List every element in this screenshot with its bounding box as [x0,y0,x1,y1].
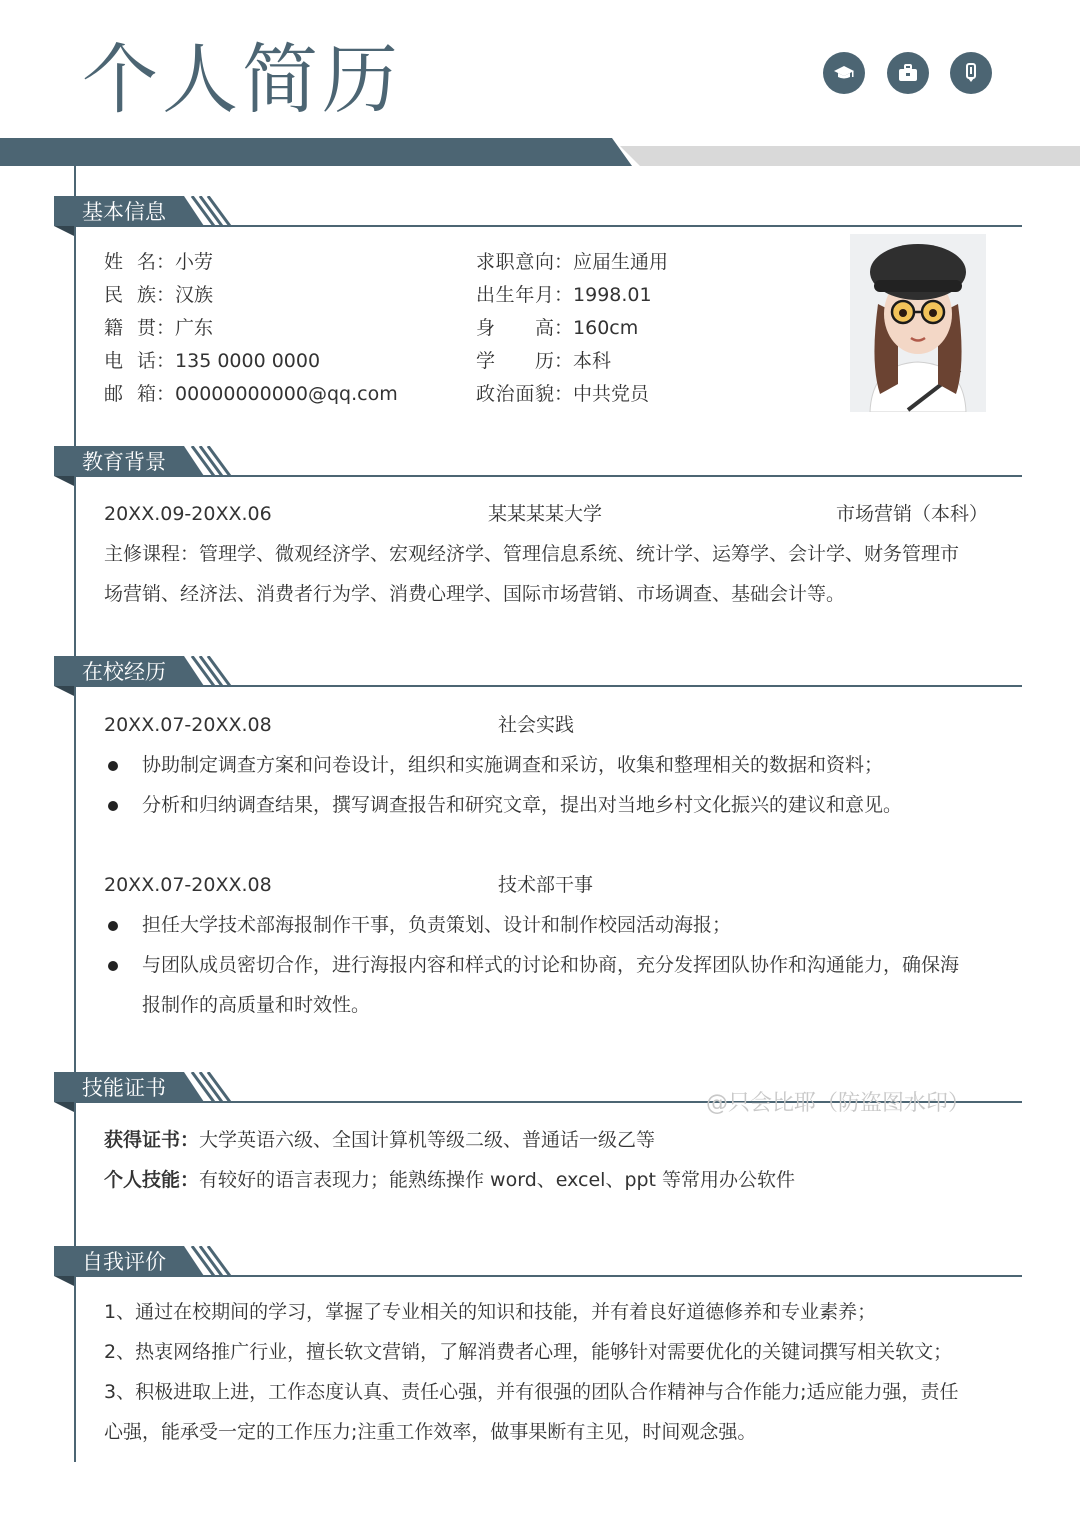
section-title-self-eval: 自我评价 [82,1250,166,1274]
info-row: 电话：135 0000 0000 [104,350,321,372]
page-title: 个人简历 [82,35,402,124]
graduation-cap-icon [823,52,865,94]
info-row: 出生年月：1998.01 [476,284,652,306]
list-item: 2、热衷网络推广行业，擅长软文营销，了解消费者心理，能够针对需要优化的关键词撰写相关软文； [104,1341,953,1363]
certificates-row: 获得证书：大学英语六级、全国计算机等级二级、普通话一级乙等 [104,1129,656,1151]
avatar [850,234,986,412]
list-item: 心强，能承受一定的工作压力;注重工作效率，做事果断有主见，时间观念强。 [104,1421,757,1443]
list-item: 3、积极进取上进，工作态度认真、责任心强，并有很强的团队合作精神与合作能力;适应能力强，责任 [104,1381,959,1403]
list-item: 协助制定调查方案和问卷设计，组织和实施调查和采访，收集和整理相关的数据和资料； [142,754,884,776]
education-school: 某某某某大学 [488,503,603,525]
info-row: 学历：本科 [476,350,612,372]
list-item: 担任大学技术部海报制作干事，负责策划、设计和制作校园活动海报； [142,914,732,936]
self-eval-text [104,1292,959,1452]
section-title-skills: 技能证书 [82,1076,166,1100]
bullet-dot [108,801,118,811]
info-row: 身高：160cm [476,317,639,339]
campus-role: 技术部干事 [498,874,594,896]
watermark: @只会比耶（防盗图水印） [706,1091,971,1116]
list-item: 与团队成员密切合作，进行海报内容和样式的讨论和协商，充分发挥团队协作和沟通能力，确保海 报制作的高质量和时效性。 [142,954,960,1016]
list-item: 1、通过在校期间的学习，掌握了专业相关的知识和技能，并有着良好道德修养和专业素养； [104,1301,877,1323]
bullet-dot [108,761,118,771]
section-divider [74,475,1022,477]
section-title-basic: 基本信息 [82,200,166,224]
education-major: 市场营销（本科） [836,503,989,525]
info-row: 邮箱：00000000000@qq.com [104,383,398,405]
campus-period: 20XX.07-20XX.08 [104,874,272,896]
bullet-dot [108,961,118,971]
pen-icon [950,52,992,94]
info-row: 民族：汉族 [104,284,214,306]
section-divider [74,685,1022,687]
campus-period: 20XX.07-20XX.08 [104,714,272,736]
bullet-dot [108,921,118,931]
campus-role: 社会实践 [498,714,575,736]
education-period: 20XX.09-20XX.06 [104,503,272,525]
info-row: 政治面貌：中共党员 [476,383,650,405]
header-bar [0,138,1080,168]
section-title-education: 教育背景 [82,450,166,474]
basic-info-left [104,248,398,413]
info-row: 姓名：小劳 [104,251,214,273]
section-title-campus: 在校经历 [82,660,166,684]
section-divider [74,225,1022,227]
skills-row: 个人技能：有较好的语言表现力；能熟练操作 word、excel、ppt 等常用办公软件 [104,1169,796,1191]
section-divider [74,1275,1022,1277]
education-courses: 主修课程：管理学、微观经济学、宏观经济学、管理信息系统、统计学、运筹学、会计学、财务管理市 场营销、经济法、消费者行为学、消费心理学、国际市场营销、市场调查、基础会计等。 [104,543,960,605]
briefcase-icon [887,52,929,94]
info-row: 求职意向：应届生通用 [476,251,669,273]
basic-info-right [476,248,668,413]
info-row: 籍贯：广东 [104,317,214,339]
list-item: 分析和归纳调查结果，撰写调查报告和研究文章，提出对当地乡村文化振兴的建议和意见。 [142,794,903,816]
